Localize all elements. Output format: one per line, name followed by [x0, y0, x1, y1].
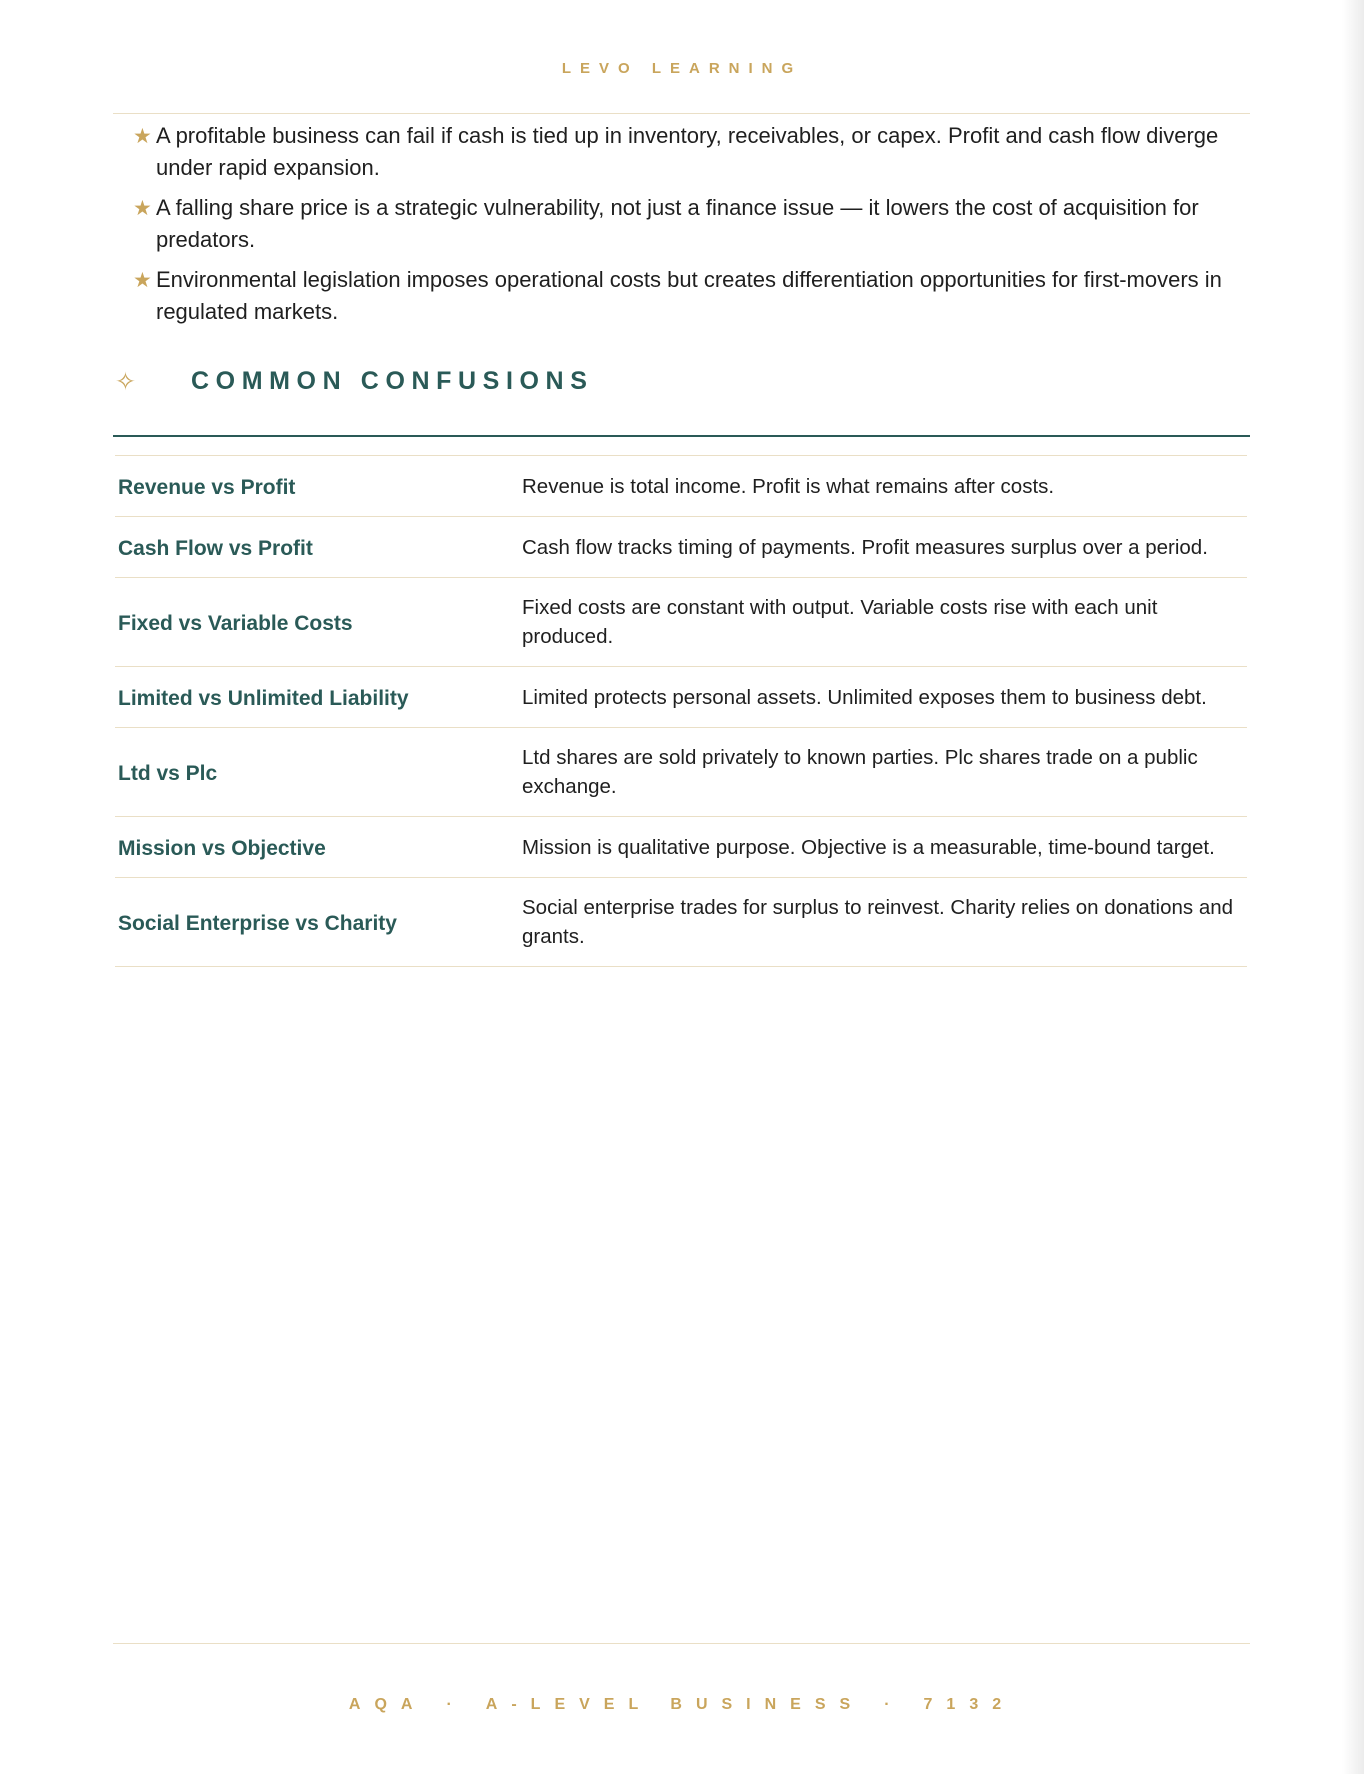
takeaway-item: [133, 264, 1253, 327]
footer-separator: ·: [446, 1696, 452, 1713]
table-row: [115, 578, 1247, 667]
confusion-term: Fixed vs Variable Costs: [118, 611, 353, 635]
footer: [0, 1696, 1364, 1714]
header-brand: LEVO LEARNING: [561, 60, 803, 77]
footer-divider: [113, 1643, 1250, 1644]
takeaway-text: A falling share price is a strategic vulnerability, not just a finance issue — it lowers the cost of acquisition for predators.: [156, 195, 1199, 252]
star-icon: ★: [133, 197, 152, 220]
confusions-table: [115, 455, 1247, 967]
confusion-term: Ltd vs Plc: [118, 761, 218, 785]
confusion-definition: Limited protects personal assets. Unlimited exposes them to business debt.: [522, 685, 1207, 709]
footer-board: AQA: [348, 1696, 427, 1713]
confusion-definition: Revenue is total income. Profit is what remains after costs.: [522, 474, 1055, 498]
section-title: COMMON CONFUSIONS: [191, 367, 594, 395]
confusion-term: Limited vs Unlimited Liability: [118, 686, 409, 710]
table-row: [115, 878, 1247, 967]
confusion-definition: Fixed costs are constant with output. Variable costs rise with each unit produced.: [522, 596, 1158, 648]
confusion-term: Social Enterprise vs Charity: [118, 911, 397, 935]
table-row: [115, 517, 1247, 578]
sparkle-icon: ✧: [115, 368, 136, 396]
table-row: [115, 667, 1247, 728]
table-row: [115, 728, 1247, 817]
takeaway-item: [133, 120, 1253, 183]
confusion-definition: Mission is qualitative purpose. Objective is a measurable, time-bound target.: [522, 835, 1215, 859]
section-divider: [113, 435, 1250, 437]
footer-course: A-LEVEL BUSINESS: [485, 1696, 865, 1713]
footer-code: 7132: [923, 1696, 1016, 1713]
confusion-definition: Cash flow tracks timing of payments. Profit measures surplus over a period.: [522, 535, 1208, 559]
takeaway-text: A profitable business can fail if cash is tied up in inventory, receivables, or capex. Profit and cash flow diverge under rapid expansion.: [156, 123, 1219, 180]
section-heading: [115, 366, 1245, 406]
confusion-definition: Social enterprise trades for surplus to reinvest. Charity relies on donations and grants.: [522, 896, 1234, 948]
takeaway-item: [133, 192, 1253, 255]
confusion-term: Mission vs Objective: [118, 836, 326, 860]
confusion-definition: Ltd shares are sold privately to known parties. Plc shares trade on a public exchange.: [522, 746, 1198, 798]
takeaway-list: [133, 120, 1253, 336]
confusion-term: Revenue vs Profit: [118, 475, 296, 499]
takeaway-text: Environmental legislation imposes operational costs but creates differentiation opportunities for first-movers in regulated markets.: [156, 267, 1222, 324]
confusion-term: Cash Flow vs Profit: [118, 536, 313, 560]
star-icon: ★: [133, 269, 152, 292]
header-divider: [113, 113, 1250, 114]
page-edge-shadow: [1342, 0, 1364, 1774]
table-row: [115, 456, 1247, 517]
footer-separator: ·: [884, 1696, 890, 1713]
star-icon: ★: [133, 125, 152, 148]
table-row: [115, 817, 1247, 878]
